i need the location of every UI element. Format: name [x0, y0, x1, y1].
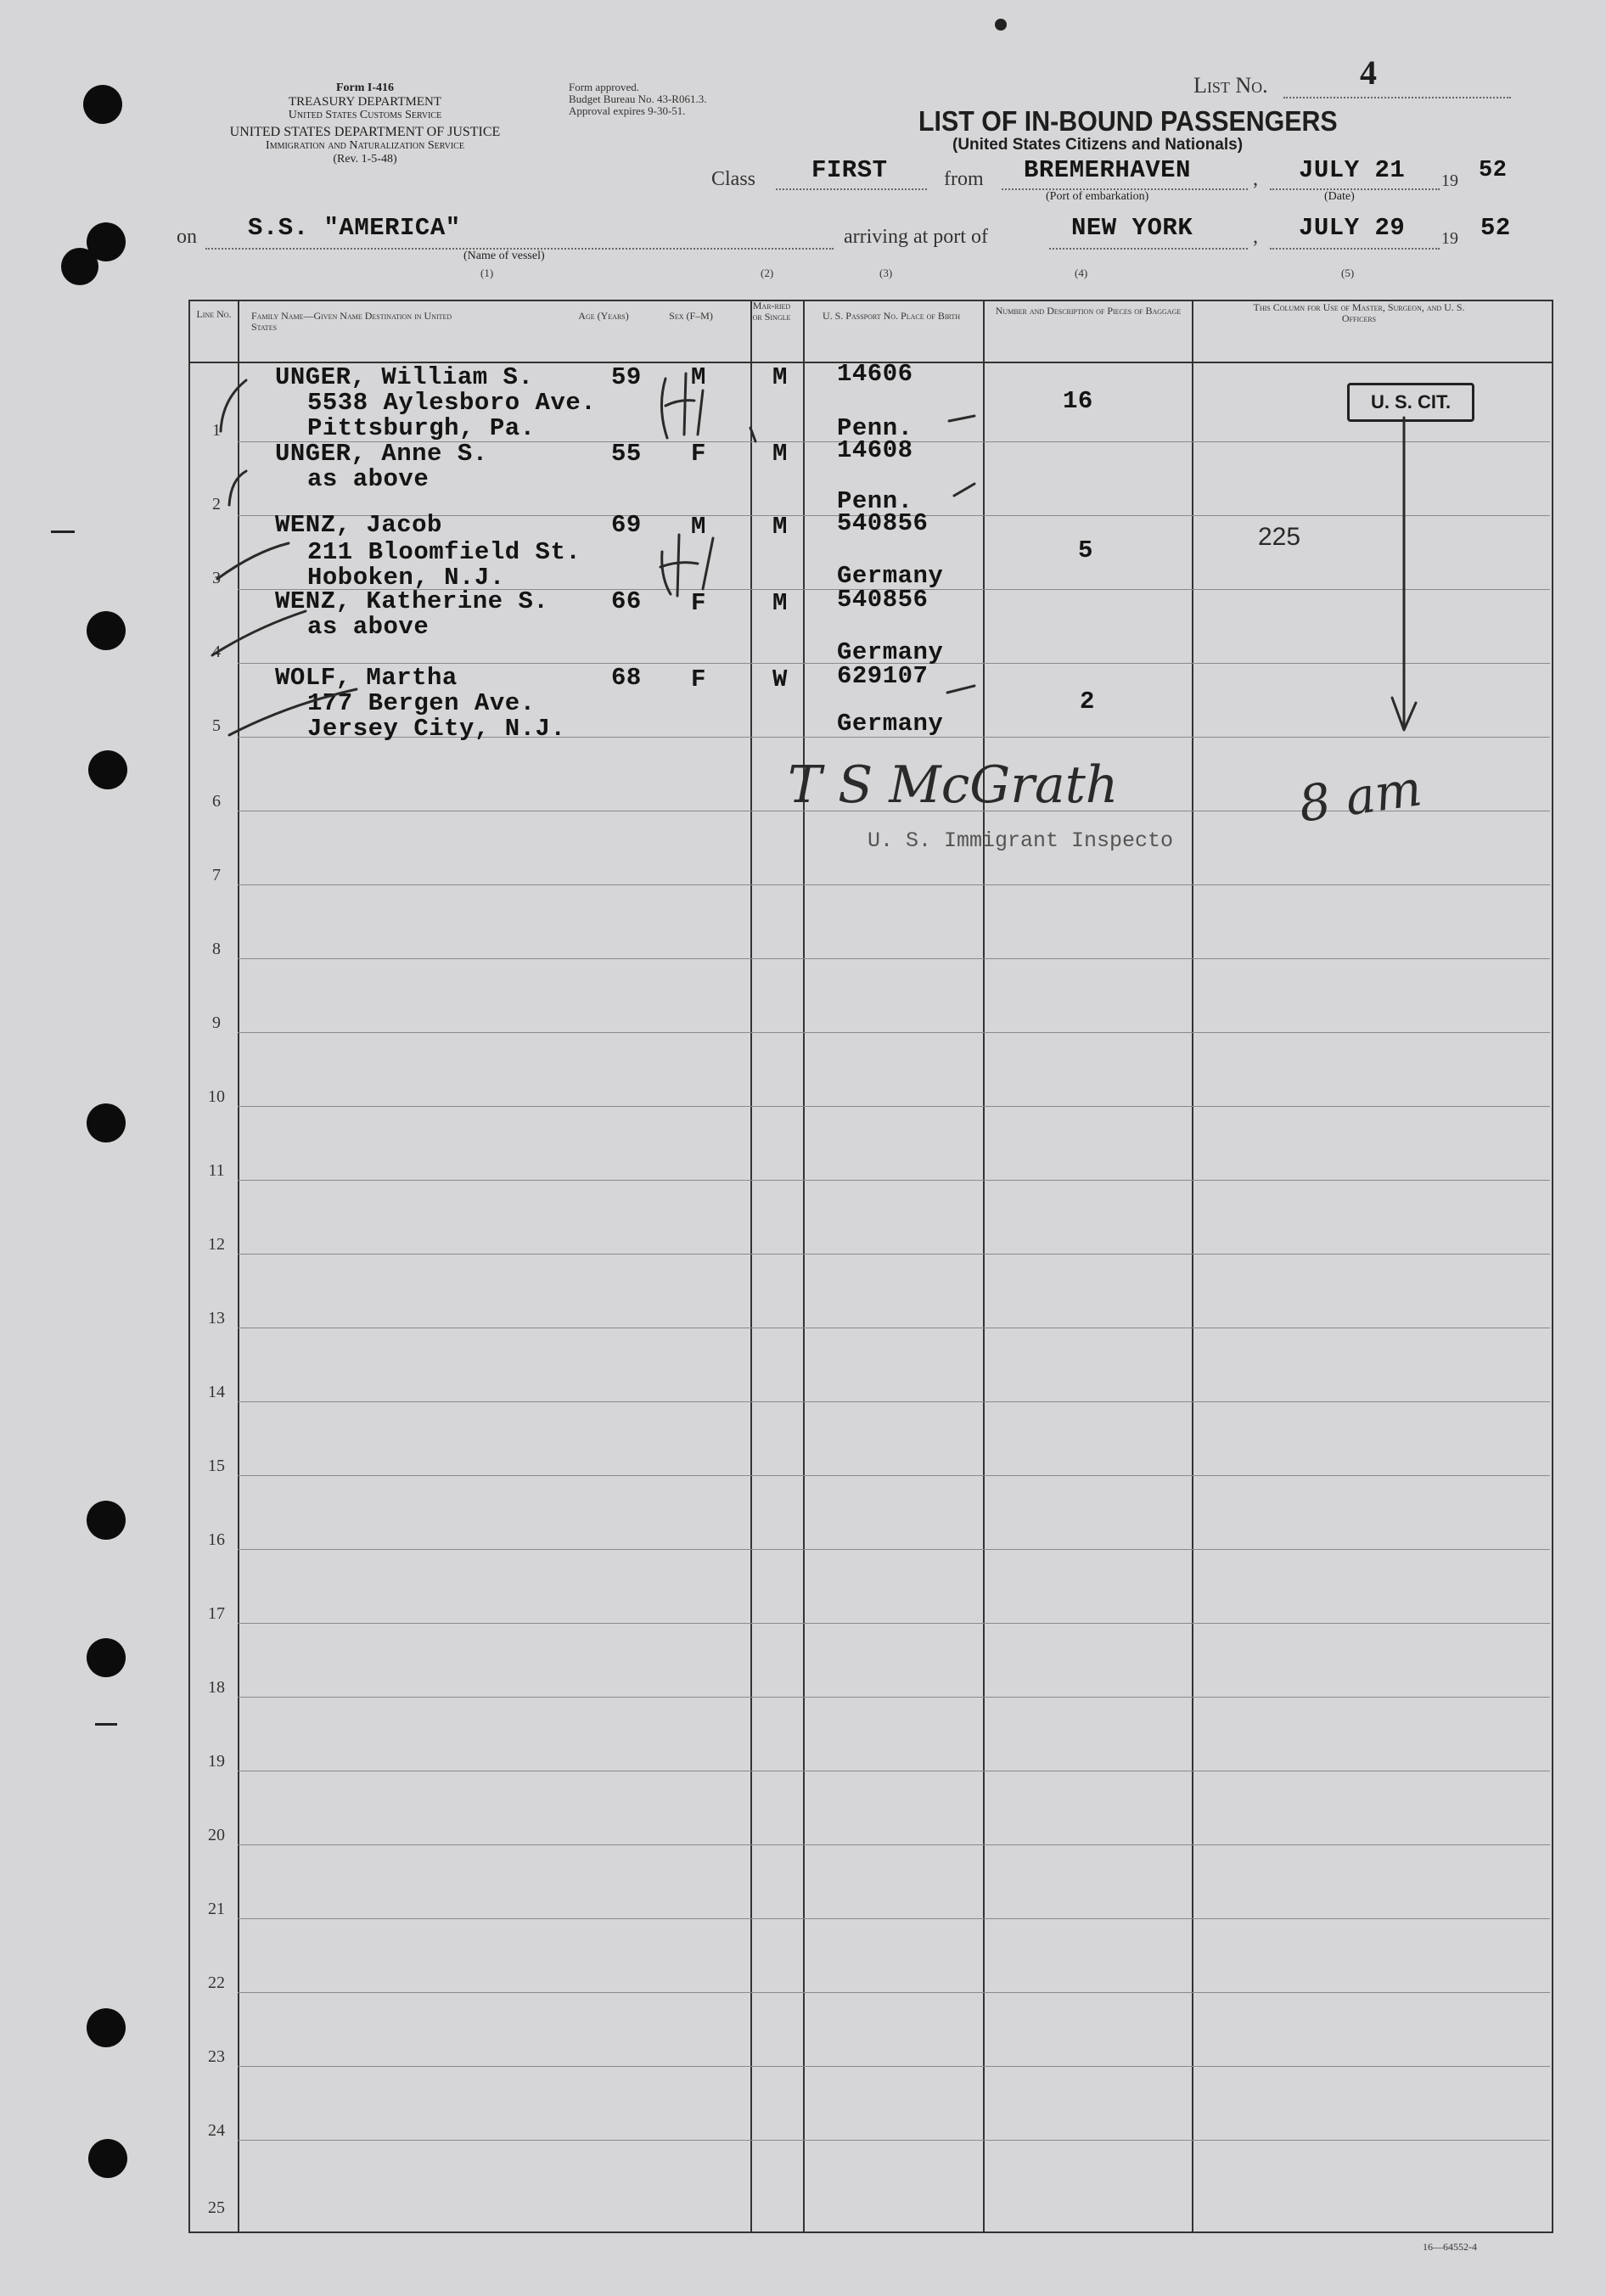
arrival-year-prefix: 19: [1441, 229, 1458, 248]
arrival-time-note: 8 am: [1294, 759, 1425, 834]
line-number: 2: [212, 495, 221, 514]
passenger-marital: M: [772, 513, 788, 541]
line-number: 10: [208, 1087, 225, 1106]
comma: ,: [1253, 168, 1258, 190]
treasury-dept: TREASURY DEPARTMENT: [288, 95, 442, 109]
passenger-age: 68: [611, 664, 642, 692]
line-number: 6: [212, 792, 221, 811]
passenger-address: 211 Bloomfield St.: [307, 538, 581, 566]
passenger-sex: M: [691, 513, 706, 541]
birthplace: Germany: [837, 638, 944, 666]
revision-date: (Rev. 1-5-48): [333, 153, 397, 166]
line-number: 18: [208, 1678, 225, 1697]
passenger-address: Hoboken, N.J.: [307, 564, 505, 592]
comma: ,: [1253, 226, 1258, 248]
baggage-count: 2: [1080, 688, 1095, 716]
col-header-age: Age (Years): [578, 310, 629, 322]
column-number: (1): [480, 267, 494, 279]
passenger-name: WOLF, Martha: [275, 664, 458, 692]
col-header-name: Family Name—Given Name Destination in United States: [251, 310, 452, 333]
ins-service: Immigration and Naturalization Service: [266, 139, 464, 152]
col-header-line: Line No.: [196, 308, 232, 320]
approval-line: Form approved.: [569, 81, 640, 93]
baggage-count: 5: [1078, 536, 1093, 564]
passenger-address: as above: [307, 613, 430, 641]
line-number: 25: [208, 2198, 225, 2217]
customs-service: United States Customs Service: [288, 109, 442, 121]
passenger-address: 5538 Aylesboro Ave.: [307, 389, 597, 417]
passport-number: 14608: [837, 436, 913, 464]
list-no-label: List No.: [1193, 73, 1268, 98]
class-label: Class: [711, 168, 756, 190]
line-number: 3: [212, 569, 221, 587]
embark-year-prefix: 19: [1441, 171, 1458, 190]
column-number: (5): [1341, 267, 1355, 279]
passenger-name: UNGER, William S.: [275, 363, 534, 391]
passport-number: 14606: [837, 360, 913, 388]
line-number: 16: [208, 1530, 225, 1549]
line-number: 5: [212, 716, 221, 735]
port-embark-value: BREMERHAVEN: [1024, 156, 1191, 184]
passport-number: 629107: [837, 662, 929, 690]
line-number: 19: [208, 1752, 225, 1771]
line-number: 1: [212, 421, 221, 440]
col-header-baggage: Number and Description of Pieces of Baggage: [995, 305, 1182, 317]
vessel-value: S.S. "AMERICA": [248, 214, 461, 242]
embark-date-value: JULY 21: [1299, 156, 1406, 184]
passenger-sex: F: [691, 665, 706, 693]
page-title: LIST OF IN-BOUND PASSENGERS: [918, 105, 1338, 137]
line-number: 22: [208, 1973, 225, 1992]
line-number: 23: [208, 2047, 225, 2066]
passenger-address: Jersey City, N.J.: [307, 715, 566, 743]
line-number: 17: [208, 1604, 225, 1623]
embark-year: 52: [1479, 158, 1508, 183]
column-number: (3): [879, 267, 893, 279]
us-citizen-stamp: U. S. CIT.: [1347, 383, 1474, 422]
passenger-sex: F: [691, 589, 706, 617]
line-number: 12: [208, 1235, 225, 1254]
passport-number: 540856: [837, 586, 929, 614]
arrival-year: 52: [1480, 214, 1511, 242]
passenger-sex: F: [691, 440, 706, 468]
justice-dept: UNITED STATES DEPARTMENT OF JUSTICE: [229, 125, 501, 139]
passport-number: 540856: [837, 509, 929, 537]
passenger-age: 66: [611, 587, 642, 615]
birthplace: Germany: [837, 562, 944, 590]
arrival-port-value: NEW YORK: [1071, 214, 1193, 242]
passenger-marital: W: [772, 665, 788, 693]
birthplace: Germany: [837, 710, 944, 738]
col-header-sex: Sex (F–M): [669, 310, 713, 322]
passenger-address: 177 Bergen Ave.: [307, 689, 536, 717]
passenger-marital: M: [772, 440, 788, 468]
form-number: Form I-416: [335, 81, 395, 94]
line-number: 24: [208, 2121, 225, 2140]
vessel-caption: (Name of vessel): [463, 250, 545, 262]
line-number: 11: [208, 1161, 225, 1180]
line-number: 4: [212, 643, 221, 661]
col-header-passport: U. S. Passport No. Place of Birth: [822, 310, 961, 322]
arriving-label: arriving at port of: [844, 226, 988, 248]
port-embark-caption: (Port of embarkation): [1046, 190, 1149, 203]
passenger-marital: M: [772, 589, 788, 617]
list-no-value: 4: [1360, 53, 1377, 92]
approval-line: Approval expires 9-30-51.: [569, 104, 686, 117]
line-number: 14: [208, 1383, 225, 1401]
birthplace: Penn.: [837, 414, 913, 442]
birthplace: Penn.: [837, 487, 913, 515]
passenger-age: 69: [611, 511, 642, 539]
line-number: 15: [208, 1457, 225, 1475]
passenger-name: UNGER, Anne S.: [275, 440, 488, 468]
line-number: 7: [212, 866, 221, 884]
column-number: (2): [761, 267, 774, 279]
date-caption: (Date): [1324, 190, 1355, 203]
from-label: from: [944, 168, 984, 190]
on-label: on: [177, 226, 197, 248]
inspector-signature: T S McGrath: [788, 755, 1119, 815]
approval-line: Budget Bureau No. 43-R061.3.: [569, 93, 707, 105]
line-number: 21: [208, 1900, 225, 1918]
form-code: 16—64552-4: [1423, 2241, 1477, 2253]
line-number: 8: [212, 940, 221, 958]
column-number: (4): [1075, 267, 1088, 279]
passenger-name: WENZ, Jacob: [275, 511, 442, 539]
line-number: 13: [208, 1309, 225, 1328]
passenger-sex: M: [691, 363, 706, 391]
baggage-count: 16: [1063, 387, 1093, 415]
inspector-title: U. S. Immigrant Inspecto: [868, 828, 1174, 853]
col-header-married: Mar-ried or Single: [752, 300, 791, 323]
passenger-address: as above: [307, 465, 430, 493]
passenger-name: WENZ, Katherine S.: [275, 587, 549, 615]
passenger-age: 55: [611, 440, 642, 468]
passenger-marital: M: [772, 363, 788, 391]
arrival-date-value: JULY 29: [1299, 214, 1406, 242]
passenger-address: Pittsburgh, Pa.: [307, 414, 536, 442]
passenger-age: 59: [611, 363, 642, 391]
class-value: FIRST: [811, 156, 888, 184]
col-header-officers: This Column for Use of Master, Surgeon, and U. S. Officers: [1253, 301, 1465, 324]
page-subtitle: (United States Citizens and Nationals): [952, 136, 1244, 154]
line-number: 20: [208, 1826, 225, 1844]
line-number: 9: [212, 1013, 221, 1032]
officer-number: 225: [1258, 523, 1301, 551]
